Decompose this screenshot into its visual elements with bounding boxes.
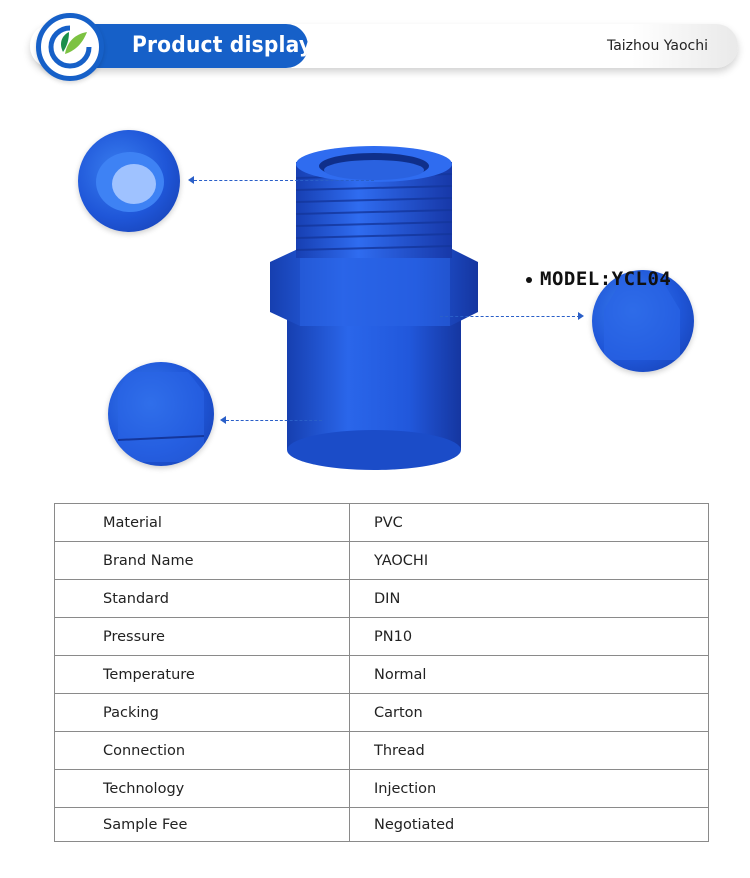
spec-value: Thread bbox=[350, 732, 709, 770]
spec-key: Standard bbox=[55, 580, 350, 618]
table-row bbox=[55, 504, 709, 542]
spec-value: YAOCHI bbox=[350, 542, 709, 580]
spec-key: Temperature bbox=[55, 656, 350, 694]
spec-key: Pressure bbox=[55, 618, 350, 656]
spec-value: Normal bbox=[350, 656, 709, 694]
header bbox=[0, 0, 750, 90]
table-row bbox=[55, 808, 709, 842]
spec-value: PN10 bbox=[350, 618, 709, 656]
arrow-right-icon bbox=[578, 312, 584, 320]
logo bbox=[36, 13, 104, 81]
table-row bbox=[55, 618, 709, 656]
detail-view-left bbox=[108, 362, 214, 466]
leader-line-top bbox=[194, 180, 374, 181]
leader-line-right bbox=[440, 316, 580, 317]
spec-key: Brand Name bbox=[55, 542, 350, 580]
spec-value: Carton bbox=[350, 694, 709, 732]
table-row bbox=[55, 694, 709, 732]
detail-view-top bbox=[78, 130, 180, 232]
spec-key: Packing bbox=[55, 694, 350, 732]
leaf-logo-icon bbox=[45, 22, 95, 72]
socket-detail-icon bbox=[108, 362, 214, 466]
bullet-icon bbox=[526, 277, 532, 283]
table-row bbox=[55, 542, 709, 580]
spec-key: Connection bbox=[55, 732, 350, 770]
model-label bbox=[526, 268, 671, 290]
spec-value: PVC bbox=[350, 504, 709, 542]
thread-end-detail-icon bbox=[78, 130, 180, 232]
spec-value: Negotiated bbox=[350, 808, 709, 842]
spec-key: Sample Fee bbox=[55, 808, 350, 842]
product-display bbox=[0, 100, 750, 500]
arrow-left-icon bbox=[220, 416, 226, 424]
arrow-left-icon bbox=[188, 176, 194, 184]
company-name: Taizhou Yaochi bbox=[606, 38, 708, 54]
spec-value: Injection bbox=[350, 770, 709, 808]
table-row bbox=[55, 580, 709, 618]
spec-key: Material bbox=[55, 504, 350, 542]
table-row bbox=[55, 732, 709, 770]
table-row bbox=[55, 656, 709, 694]
page-title: Product display bbox=[132, 33, 313, 58]
table-row bbox=[55, 770, 709, 808]
spec-table bbox=[54, 503, 709, 842]
model-text: MODEL:YCL04 bbox=[540, 268, 672, 290]
spec-key: Technology bbox=[55, 770, 350, 808]
leader-line-left bbox=[226, 420, 322, 421]
spec-value: DIN bbox=[350, 580, 709, 618]
